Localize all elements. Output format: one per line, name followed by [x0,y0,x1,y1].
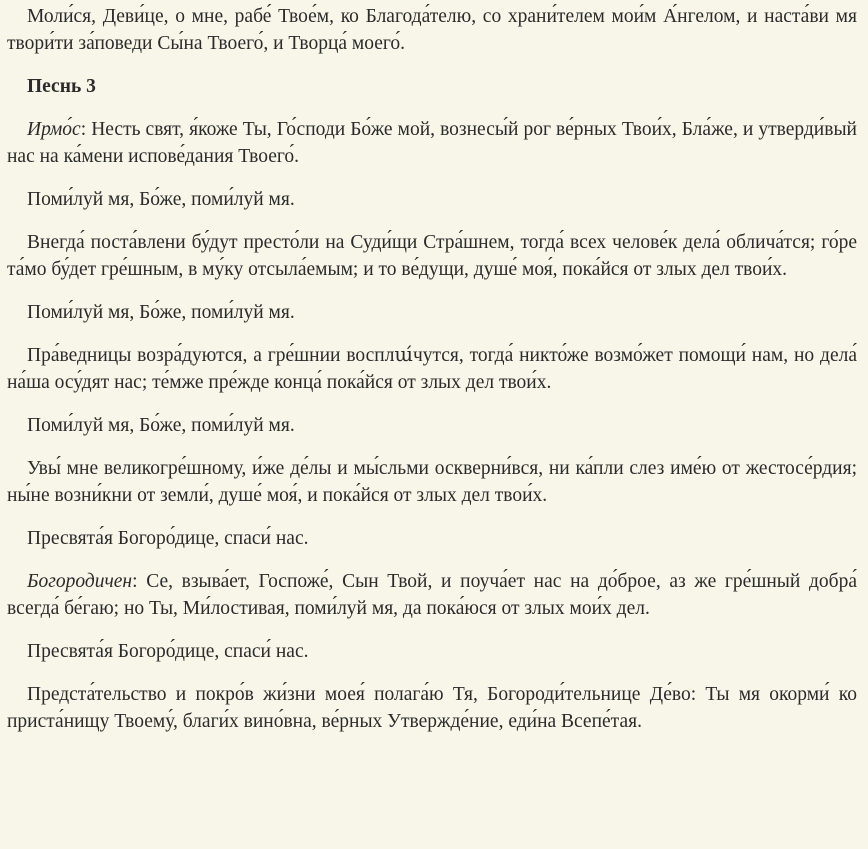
paragraph-irmos [7,116,857,170]
section-heading-ode-3: Песнь 3 [27,76,96,97]
troparion-sinner: Увы́ мне великогре́шному, и́же де́лы и мы́сльми оскверни́вся, ни ка́пли слез име́ю от жестосе́рдия; ны́не возни́кни от земли́, душе́ моя́, и пока́йся от злых дел твои́х. [7,458,857,506]
paragraph-intercession: Моли́ся, Деви́це, о мне, рабе́ Твое́м, ко Благода́телю, со храни́телем мои́м А́нгелом, и наста́ви мя твори́ти за́поведи Сы́на Твоего́, и Творца́ моего́. [7,6,857,54]
refrain-theotokos: Пресвята́я Богоро́дице, спаси́ нас. [27,641,309,662]
theotokion-text: : Се, взыва́ет, Госпоже́, Сын Твой, и поуча́ет нас на до́брое, аз же гре́шный добра́ всегда́ бе́гаю; но Ты, Ми́лостивая, поми́луй мя, да пока́юся от злых мои́х дел. [7,571,857,619]
irmos-text: : Несть свят, я́коже Ты, Го́споди Бо́же мой, вознесы́й рог ве́рных Твои́х, Бла́же, и утверди́вый нас на ка́мени испове́дания Твоего́. [7,119,857,167]
refrain-theotokos: Пресвята́я Богоро́дице, спаси́ нас. [27,528,309,549]
refrain-have-mercy: Поми́луй мя, Бо́же, поми́луй мя. [27,415,295,436]
refrain-have-mercy: Поми́луй мя, Бо́же, поми́луй мя. [27,189,295,210]
paragraph-theotokion [7,568,857,622]
troparion-protection: Предста́тельство и покро́в жи́зни моея́ полага́ю Тя, Богороди́тельнице Де́во: Ты мя окорми́ ко приста́нищу Твоему́, благи́х вино́вна, ве́рных Утвержде́ние, еди́на Всепе́тая. [7,684,857,732]
theotokion-label: Богородичен [27,571,133,592]
refrain-have-mercy: Поми́луй мя, Бо́же, поми́луй мя. [27,302,295,323]
irmos-label: Ирмо́с [27,119,81,140]
troparion-righteous: Пра́ведницы возра́дуются, а гре́шнии восплա́чутся, тогда́ никто́же возмо́жет помощи́ нам, но дела́ на́ша осу́дят нас; те́мже пре́жде конца́ пока́йся от злых дел твои́х. [7,345,857,393]
troparion-judgment: Внегда́ поста́влени бу́дут престо́ли на Суди́щи Стра́шнем, тогда́ всех челове́к дела́ облича́тся; го́ре та́мо бу́дет гре́шным, в му́ку отсыла́емым; и то ве́дущи, душе́ моя́, пока́йся от злых дел твои́х. [7,232,857,280]
